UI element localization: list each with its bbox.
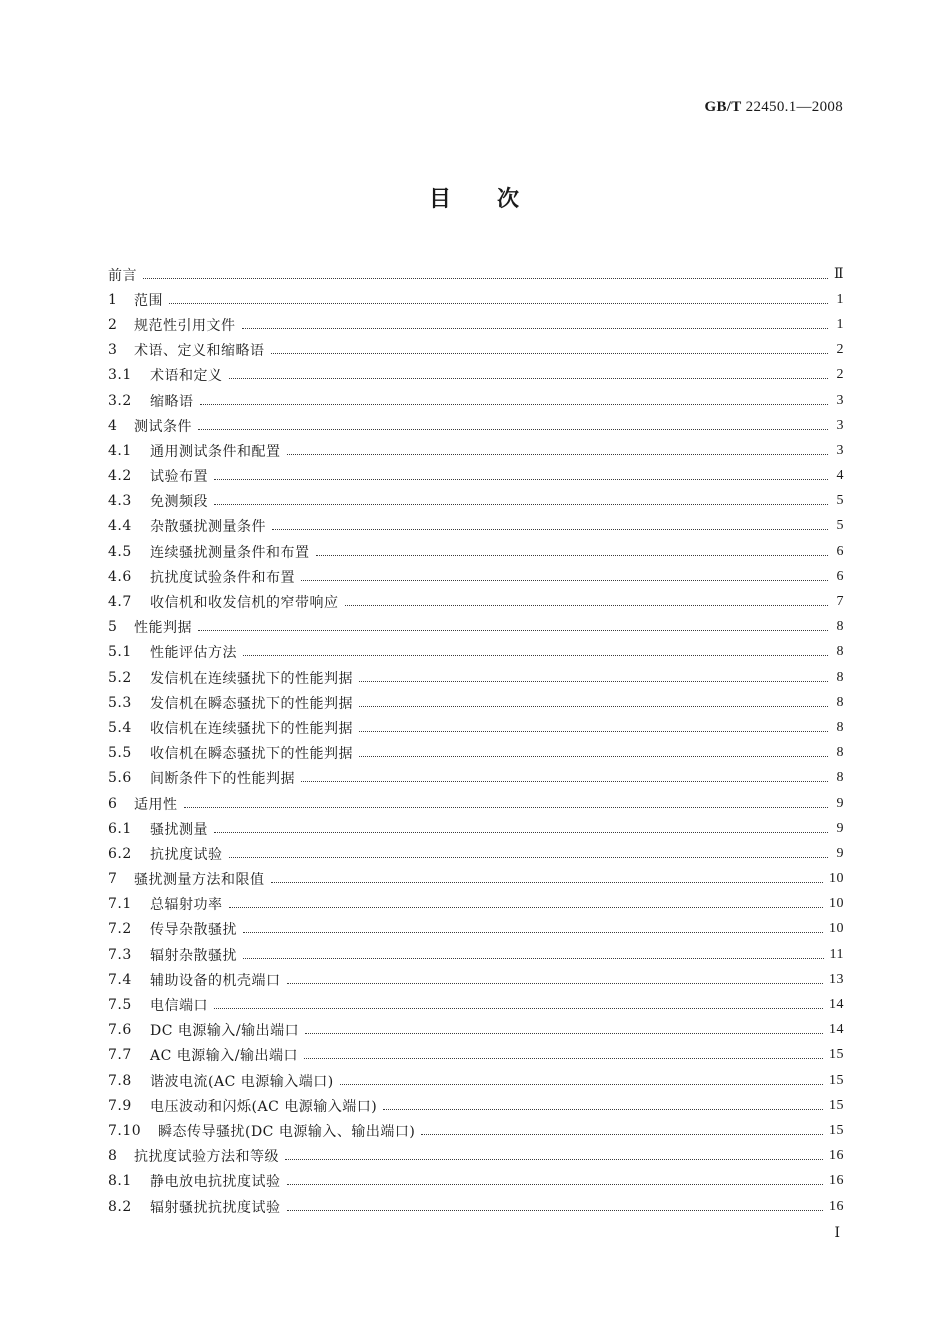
toc-entry-number: 7.5 bbox=[108, 997, 132, 1014]
toc-entry[interactable] bbox=[108, 967, 844, 992]
toc-entry-number: 7.3 bbox=[108, 946, 132, 963]
toc-entry-label: 试验布置 bbox=[150, 469, 208, 486]
toc-entry-number: 7.8 bbox=[108, 1072, 132, 1089]
toc-leader-dots bbox=[198, 428, 828, 430]
toc-entry[interactable] bbox=[108, 992, 844, 1017]
toc-entry-label: 抗扰度试验条件和布置 bbox=[150, 569, 295, 586]
toc-entry-label: 前言 bbox=[108, 267, 137, 284]
toc-leader-dots bbox=[214, 1007, 823, 1009]
toc-entry[interactable] bbox=[108, 464, 844, 489]
toc-entry-label: 电信端口 bbox=[150, 998, 208, 1015]
toc-entry-page: 8 bbox=[836, 644, 844, 660]
toc-leader-dots bbox=[287, 1183, 824, 1185]
toc-entry[interactable] bbox=[108, 312, 844, 337]
toc-entry[interactable] bbox=[108, 1169, 844, 1194]
toc-leader-dots bbox=[229, 377, 829, 379]
toc-entry-number: 4.3 bbox=[108, 493, 132, 510]
toc-entry-label: DC 电源输入/输出端口 bbox=[150, 1023, 300, 1040]
toc-entry-label: 范围 bbox=[134, 292, 163, 309]
standard-code bbox=[705, 99, 843, 116]
toc-entry[interactable] bbox=[108, 1194, 844, 1219]
toc-entry[interactable] bbox=[108, 589, 844, 614]
toc-leader-dots bbox=[340, 1083, 823, 1085]
toc-leader-dots bbox=[200, 403, 829, 405]
toc-leader-dots bbox=[243, 654, 828, 656]
toc-leader-dots bbox=[271, 881, 824, 883]
toc-entry-number: 7 bbox=[108, 871, 118, 888]
toc-entry-label: 术语和定义 bbox=[150, 368, 223, 385]
toc-entry[interactable] bbox=[108, 942, 844, 967]
toc-entry-page: 2 bbox=[836, 367, 844, 383]
toc-entry[interactable] bbox=[108, 338, 844, 363]
toc-entry-label: AC 电源输入/输出端口 bbox=[150, 1048, 298, 1065]
toc-entry[interactable] bbox=[108, 791, 844, 816]
toc-entry[interactable] bbox=[108, 262, 844, 287]
toc-leader-dots bbox=[301, 579, 828, 581]
toc-entry[interactable] bbox=[108, 1043, 844, 1068]
toc-entry[interactable] bbox=[108, 564, 844, 589]
toc-entry[interactable] bbox=[108, 741, 844, 766]
toc-entry-page: 3 bbox=[836, 417, 844, 433]
toc-leader-dots bbox=[305, 1032, 823, 1034]
toc-entry-number: 7.4 bbox=[108, 971, 132, 988]
toc-entry-number: 4.6 bbox=[108, 568, 132, 585]
toc-leader-dots bbox=[287, 453, 829, 455]
toc-entry[interactable] bbox=[108, 1068, 844, 1093]
toc-entry-number: 4.2 bbox=[108, 468, 132, 485]
toc-entry[interactable] bbox=[108, 1144, 844, 1169]
toc-entry-page: 15 bbox=[829, 1122, 844, 1138]
toc-entry-page: 10 bbox=[829, 871, 844, 887]
toc-entry-page: 5 bbox=[836, 493, 844, 509]
toc-entry-number: 7.10 bbox=[108, 1122, 142, 1139]
toc-title-char-2: 次 bbox=[497, 187, 522, 212]
toc-entry[interactable] bbox=[108, 816, 844, 841]
toc-entry-page: 10 bbox=[829, 921, 844, 937]
toc-title bbox=[0, 182, 950, 213]
toc-entry[interactable] bbox=[108, 287, 844, 312]
standard-prefix: GB/T bbox=[704, 99, 742, 115]
toc-entry-number: 3.1 bbox=[108, 367, 132, 384]
toc-entry-label: 骚扰测量方法和限值 bbox=[134, 872, 265, 889]
toc-entry-page: 5 bbox=[836, 518, 844, 534]
toc-entry-page: 1 bbox=[836, 291, 844, 307]
toc-entry-label: 静电放电抗扰度试验 bbox=[150, 1174, 281, 1191]
toc-entry-page: 6 bbox=[836, 543, 844, 559]
toc-entry-label: 电压波动和闪烁(AC 电源输入端口) bbox=[150, 1098, 378, 1115]
toc-entry-number: 8 bbox=[108, 1148, 118, 1165]
toc-leader-dots bbox=[214, 503, 828, 505]
toc-entry-page: 15 bbox=[829, 1097, 844, 1113]
toc-entry[interactable] bbox=[108, 363, 844, 388]
toc-entry-page: 4 bbox=[836, 468, 844, 484]
toc-entry-label: 发信机在瞬态骚扰下的性能判据 bbox=[150, 695, 353, 712]
toc-entry-label: 杂散骚扰测量条件 bbox=[150, 519, 266, 536]
toc-entry-page: 16 bbox=[829, 1198, 844, 1214]
toc-entry-page: 10 bbox=[829, 896, 844, 912]
toc-entry-number: 5.2 bbox=[108, 669, 132, 686]
toc-entry-label: 收信机在连续骚扰下的性能判据 bbox=[150, 720, 353, 737]
toc-entry-page: 3 bbox=[836, 392, 844, 408]
toc-entry[interactable] bbox=[108, 1093, 844, 1118]
toc-entry-page: 16 bbox=[829, 1148, 844, 1164]
toc-entry-label: 收信机和收发信机的窄带响应 bbox=[150, 595, 339, 612]
toc-entry-page: 9 bbox=[836, 845, 844, 861]
toc-entry-label: 性能评估方法 bbox=[150, 645, 237, 662]
toc-entry-label: 规范性引用文件 bbox=[134, 317, 236, 334]
toc-entry-number: 4 bbox=[108, 417, 118, 434]
toc-leader-dots bbox=[229, 906, 824, 908]
toc-entry-page: 11 bbox=[829, 946, 844, 962]
toc-entry[interactable] bbox=[108, 665, 844, 690]
toc-entry-number: 5 bbox=[108, 619, 118, 636]
toc-leader-dots bbox=[271, 352, 829, 354]
toc-entry-number: 7.9 bbox=[108, 1097, 132, 1114]
toc-entry-page: 15 bbox=[829, 1047, 844, 1063]
toc-leader-dots bbox=[229, 856, 829, 858]
toc-entry-number: 4.4 bbox=[108, 518, 132, 535]
toc-leader-dots bbox=[287, 982, 824, 984]
toc-entry-label: 总辐射功率 bbox=[150, 897, 223, 914]
toc-entry-page: 7 bbox=[836, 594, 844, 610]
toc-entry-label: 抗扰度试验方法和等级 bbox=[134, 1149, 279, 1166]
toc-entry-label: 缩略语 bbox=[150, 393, 194, 410]
toc-entry-number: 8.1 bbox=[108, 1173, 132, 1190]
toc-entry-label: 传导杂散骚扰 bbox=[150, 922, 237, 939]
toc-entry-label: 瞬态传导骚扰(DC 电源输入、输出端口) bbox=[158, 1123, 416, 1140]
toc-entry-number: 7.7 bbox=[108, 1047, 132, 1064]
toc-entry-page: 2 bbox=[836, 342, 844, 358]
toc-entry-number: 8.2 bbox=[108, 1198, 132, 1215]
toc-entry-number: 7.1 bbox=[108, 896, 132, 913]
toc-entry-number: 6.1 bbox=[108, 820, 132, 837]
toc-leader-dots bbox=[169, 302, 828, 304]
toc-leader-dots bbox=[214, 478, 828, 480]
toc-entry-page: 6 bbox=[836, 568, 844, 584]
toc-entry[interactable] bbox=[108, 388, 844, 413]
toc-leader-dots bbox=[243, 931, 823, 933]
toc-entry[interactable] bbox=[108, 867, 844, 892]
toc-entry-label: 免测频段 bbox=[150, 494, 208, 511]
toc-entry-page: 8 bbox=[836, 669, 844, 685]
toc-entry-number: 6 bbox=[108, 795, 118, 812]
toc-leader-dots bbox=[242, 327, 829, 329]
toc-leader-dots bbox=[359, 730, 828, 732]
toc-entry-number: 6.2 bbox=[108, 845, 132, 862]
toc-entry[interactable] bbox=[108, 489, 844, 514]
toc-entry-number: 4.5 bbox=[108, 543, 132, 560]
toc-title-char-1: 目 bbox=[428, 187, 453, 212]
toc-entry-number: 3 bbox=[108, 342, 118, 359]
toc-entry-label: 连续骚扰测量条件和布置 bbox=[150, 544, 310, 561]
toc-leader-dots bbox=[198, 629, 828, 631]
toc-leader-dots bbox=[272, 528, 828, 530]
toc-entry-label: 辐射骚扰抗扰度试验 bbox=[150, 1199, 281, 1216]
toc-leader-dots bbox=[359, 680, 828, 682]
toc-entry-page: 15 bbox=[829, 1072, 844, 1088]
toc-entry-page: 14 bbox=[829, 997, 844, 1013]
toc-entry[interactable] bbox=[108, 917, 844, 942]
toc-leader-dots bbox=[359, 705, 828, 707]
toc-entry[interactable] bbox=[108, 1118, 844, 1143]
toc-entry-number: 5.6 bbox=[108, 770, 132, 787]
toc-entry[interactable] bbox=[108, 413, 844, 438]
toc-entry[interactable] bbox=[108, 892, 844, 917]
toc-entry-number: 5.5 bbox=[108, 745, 132, 762]
toc-entry-label: 发信机在连续骚扰下的性能判据 bbox=[150, 670, 353, 687]
toc-entry-number: 4.1 bbox=[108, 442, 132, 459]
toc-entry-label: 骚扰测量 bbox=[150, 821, 208, 838]
toc-entry[interactable] bbox=[108, 766, 844, 791]
toc-entry-label: 性能判据 bbox=[134, 620, 192, 637]
toc-entry[interactable] bbox=[108, 615, 844, 640]
toc-leader-dots bbox=[345, 604, 829, 606]
toc-entry[interactable] bbox=[108, 841, 844, 866]
toc-entry-page: 1 bbox=[836, 316, 844, 332]
toc-leader-dots bbox=[287, 1209, 824, 1211]
toc-entry[interactable] bbox=[108, 539, 844, 564]
toc-leader-dots bbox=[316, 554, 829, 556]
toc-entry-page: 8 bbox=[836, 770, 844, 786]
toc-entry[interactable] bbox=[108, 640, 844, 665]
toc-entry-page: Ⅱ bbox=[833, 267, 844, 283]
page-number: Ⅰ bbox=[834, 1226, 840, 1241]
toc-leader-dots bbox=[421, 1133, 823, 1135]
toc-entry[interactable] bbox=[108, 715, 844, 740]
toc-leader-dots bbox=[243, 957, 824, 959]
toc-entry-label: 测试条件 bbox=[134, 418, 192, 435]
toc-entry[interactable] bbox=[108, 690, 844, 715]
toc-entry-number: 7.6 bbox=[108, 1022, 132, 1039]
toc-entry-page: 8 bbox=[836, 619, 844, 635]
toc-leader-dots bbox=[214, 831, 828, 833]
toc-entry-number: 4.7 bbox=[108, 594, 132, 611]
toc-entry-number: 2 bbox=[108, 316, 118, 333]
toc-entry-label: 抗扰度试验 bbox=[150, 846, 223, 863]
toc-entry-number: 7.2 bbox=[108, 921, 132, 938]
toc-entry-page: 13 bbox=[829, 971, 844, 987]
toc-entry-label: 辅助设备的机壳端口 bbox=[150, 972, 281, 989]
toc-entry-label: 通用测试条件和配置 bbox=[150, 443, 281, 460]
toc-entry[interactable] bbox=[108, 438, 844, 463]
toc-leader-dots bbox=[184, 806, 829, 808]
toc-entry-number: 5.3 bbox=[108, 694, 132, 711]
toc-entry-page: 8 bbox=[836, 719, 844, 735]
toc-entry-page: 14 bbox=[829, 1022, 844, 1038]
toc-entry-number: 1 bbox=[108, 291, 118, 308]
toc-leader-dots bbox=[301, 780, 828, 782]
toc-leader-dots bbox=[143, 277, 828, 279]
toc-leader-dots bbox=[285, 1158, 823, 1160]
toc-entry[interactable] bbox=[108, 1018, 844, 1043]
toc-entry-label: 辐射杂散骚扰 bbox=[150, 947, 237, 964]
toc-entry-page: 3 bbox=[836, 442, 844, 458]
toc-entry-label: 间断条件下的性能判据 bbox=[150, 771, 295, 788]
table-of-contents bbox=[108, 262, 844, 1219]
toc-entry-page: 8 bbox=[836, 694, 844, 710]
toc-entry-label: 适用性 bbox=[134, 796, 178, 813]
toc-entry-label: 术语、定义和缩略语 bbox=[134, 343, 265, 360]
toc-leader-dots bbox=[383, 1108, 823, 1110]
toc-entry-number: 5.1 bbox=[108, 644, 132, 661]
toc-entry-page: 16 bbox=[829, 1173, 844, 1189]
toc-entry-number: 3.2 bbox=[108, 392, 132, 409]
toc-entry-page: 9 bbox=[836, 795, 844, 811]
toc-entry-page: 8 bbox=[836, 745, 844, 761]
toc-entry-label: 收信机在瞬态骚扰下的性能判据 bbox=[150, 746, 353, 763]
toc-leader-dots bbox=[304, 1057, 823, 1059]
toc-entry-label: 谐波电流(AC 电源输入端口) bbox=[150, 1073, 334, 1090]
toc-entry[interactable] bbox=[108, 514, 844, 539]
toc-leader-dots bbox=[359, 755, 828, 757]
standard-number: 22450.1—2008 bbox=[745, 99, 843, 115]
toc-entry-number: 5.4 bbox=[108, 719, 132, 736]
toc-entry-page: 9 bbox=[836, 820, 844, 836]
